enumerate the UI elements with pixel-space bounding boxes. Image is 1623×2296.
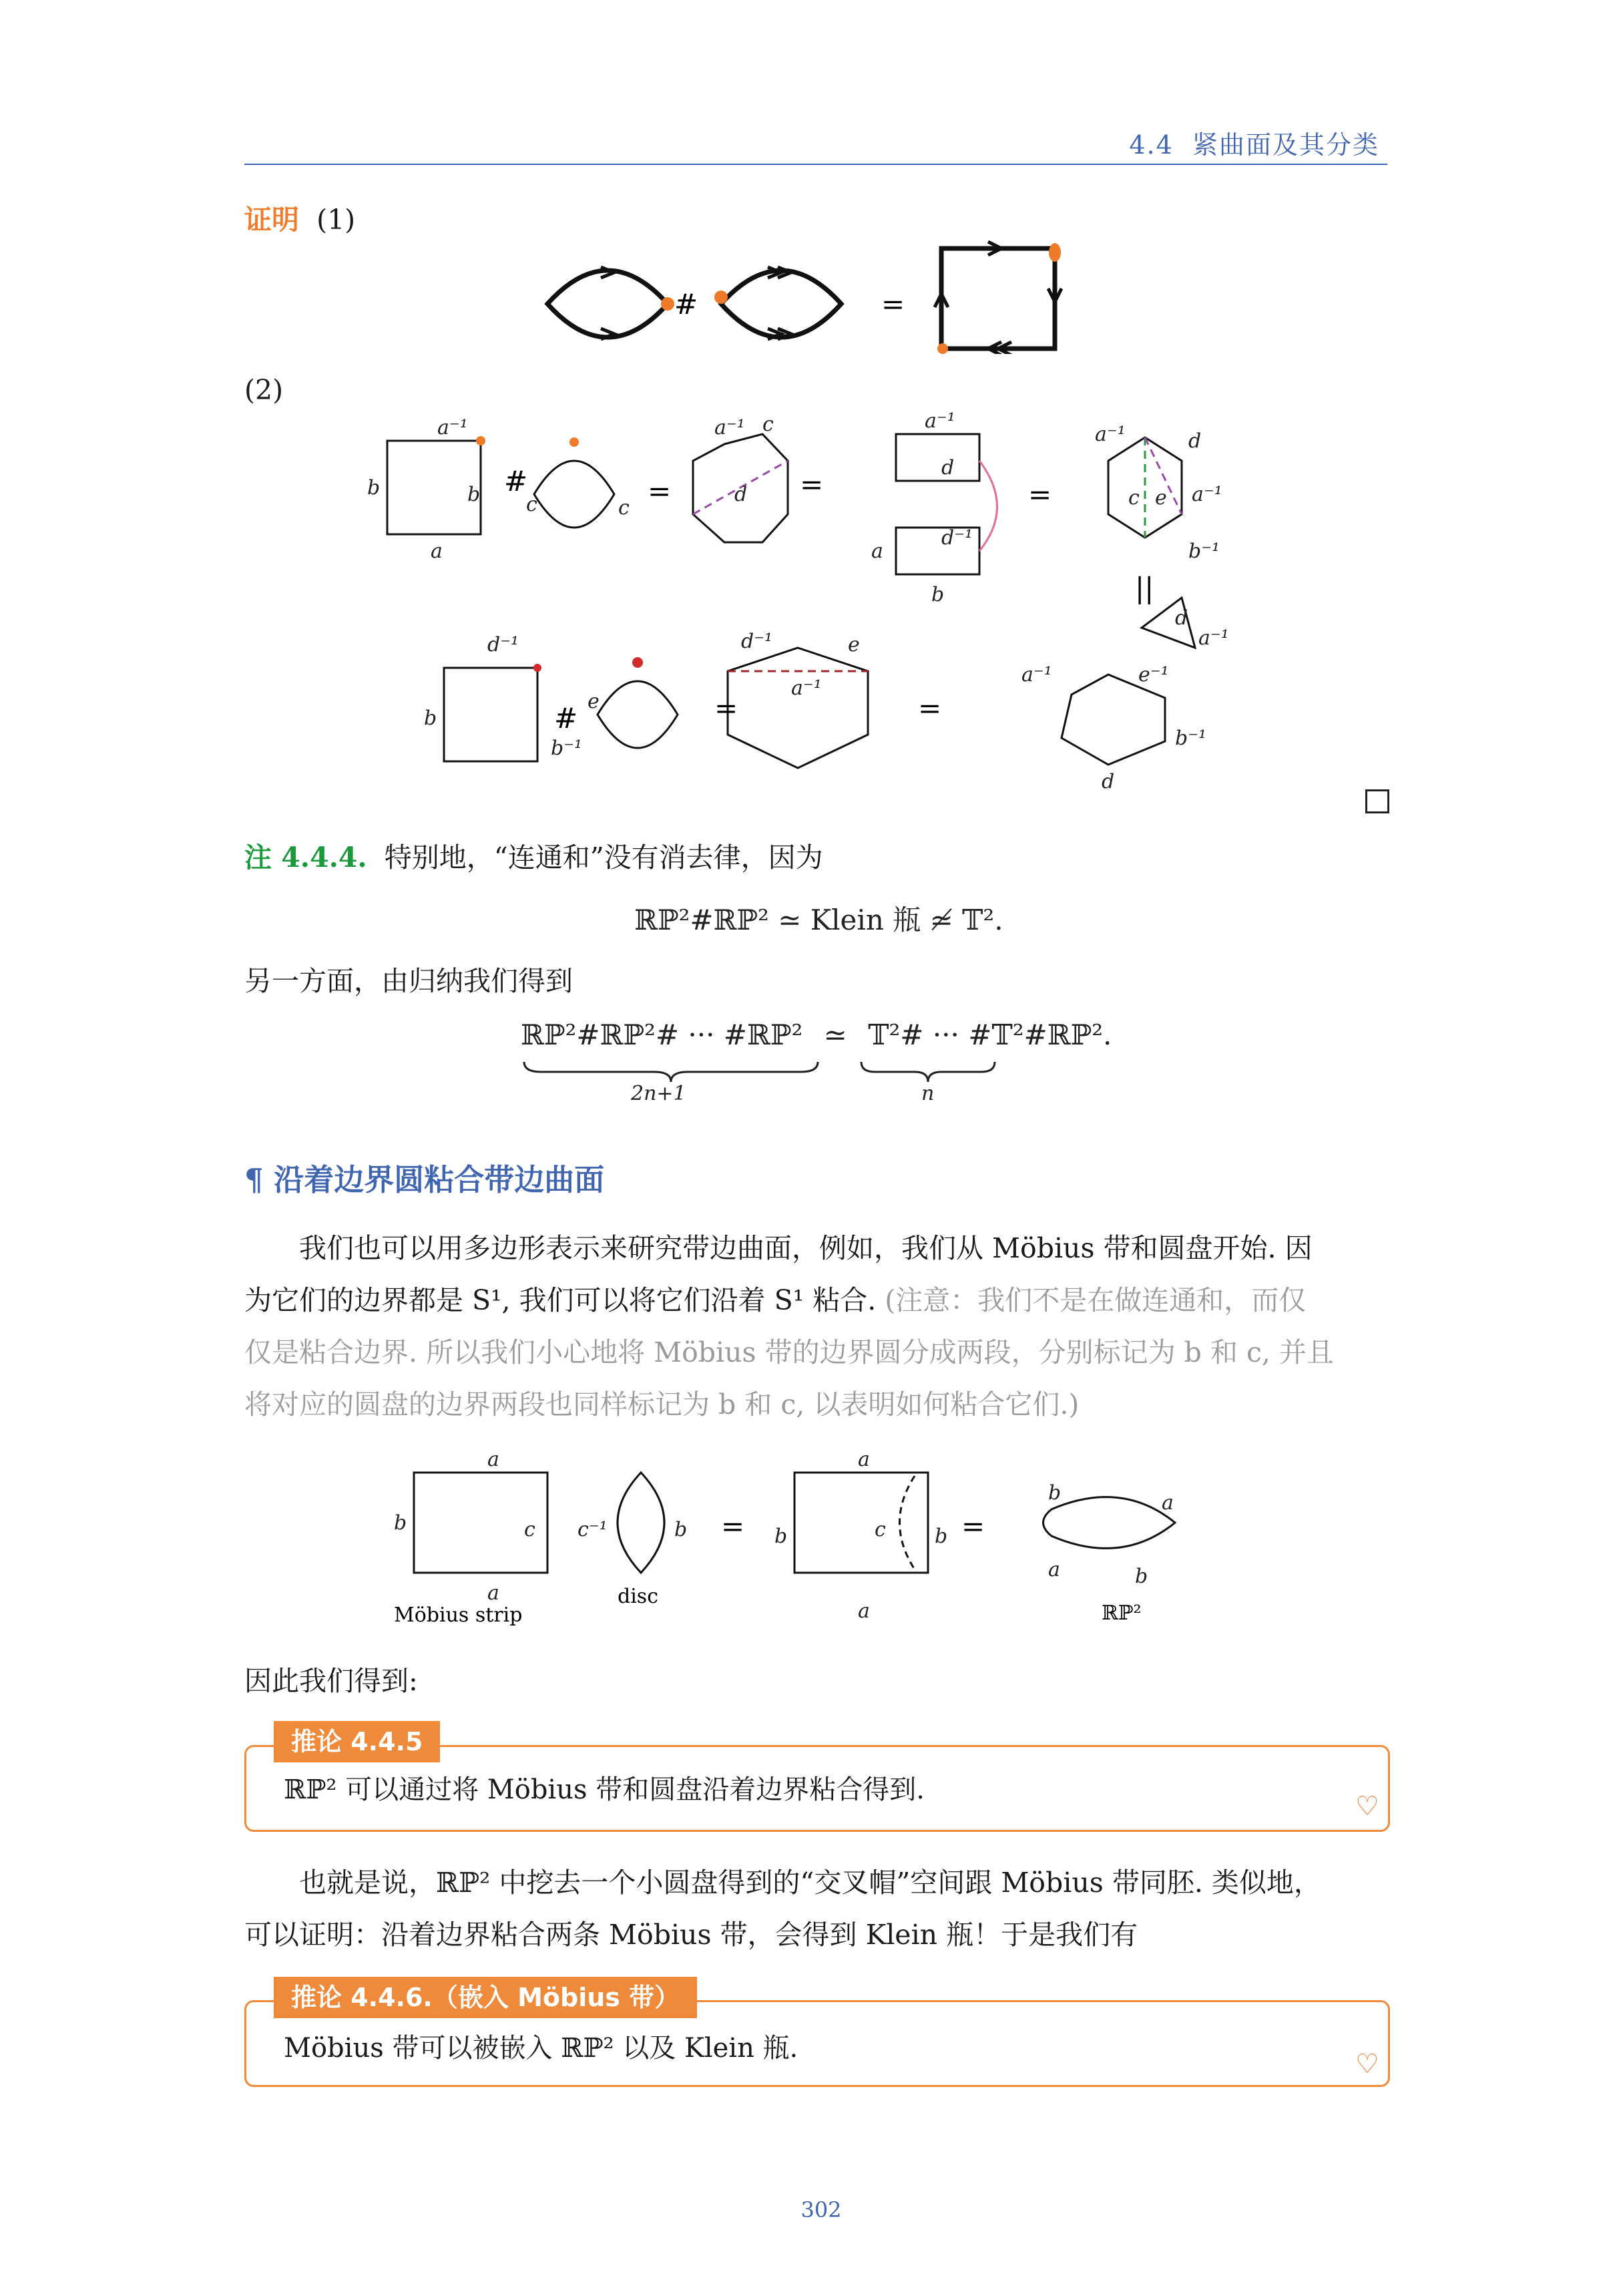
fig3-label-b-1: b [394,1511,407,1535]
brace-left [524,1062,818,1082]
fig2-dot-1 [476,436,485,445]
fig2-label-d-5: d [1102,770,1115,793]
fig3-label-a-bottom: a [487,1581,499,1605]
fig2-label-a-inv-6: a⁻¹ [791,677,822,700]
formula2-left: ℝℙ²#ℝℙ²# ··· #ℝℙ² [521,1018,803,1051]
para3-line1: 也就是说，ℝℙ² 中挖去一个小圆盘得到的“交叉帽”空间跟 Möbius 带同胚. 类似地， [299,1867,1321,1899]
qed-box [1365,789,1389,813]
fig2-label-a-inv-2: a⁻¹ [714,416,745,439]
proof-part2: (2) [244,374,284,406]
note-line [244,831,823,884]
fig1-basepoint-3 [1049,243,1061,262]
fig2-label-b-3: b [931,583,945,606]
fig1-equals: = [881,288,905,321]
fig3-dashed-arc [900,1476,915,1569]
fig2-vparallel: || [1135,572,1154,604]
note-text: 特别地，“连通和”没有消去律，因为 [384,841,823,874]
para1-line1: 我们也可以用多边形表示来研究带边曲面，例如，我们从 Möbius 带和圆盘开始. 因 [299,1232,1313,1264]
fig2-equals-1: = [648,475,672,508]
fig2-label-b-inv-1: b⁻¹ [1188,540,1220,563]
fig2-label-d-inv-1: d⁻¹ [941,526,973,550]
formula2-braces [521,1059,1028,1085]
corollary-4-4-5-body: ℝℙ² 可以通过将 Möbius 带和圆盘沿着边界粘合得到. [284,1774,925,1805]
fig2-label-b-1: b [367,476,381,500]
fig1-basepoint-4 [937,343,948,354]
fig3-rp2-caption: ℝℙ² [1102,1601,1142,1625]
corollary-4-4-6-body: Möbius 带可以被嵌入 ℝℙ² 以及 Klein 瓶. [284,2033,798,2064]
fig1-lens-left [547,270,668,337]
page-number: 302 [800,2197,842,2223]
fig2-rect-top [896,434,979,481]
fig2-label-a-1: a [431,540,443,563]
fig3-rp2-lens [1044,1497,1176,1549]
fig2-label-a-inv-4: a⁻¹ [1095,423,1126,446]
fig2-label-d-1: d [734,483,748,506]
fig2-hash-1: # [504,465,528,498]
fig2-dot-3 [533,664,541,672]
header-title: 紧曲面及其分类 [1192,130,1379,160]
note-label: 注 4.4.4. [244,841,367,874]
corollary-4-4-5-heart-icon: ♡ [1355,1791,1379,1822]
section-heading: ¶ 沿着边界圆粘合带边曲面 [244,1162,605,1197]
fig1-square [941,248,1055,349]
para1-line4: 将对应的圆盘的边界两段也同样标记为 b 和 c, 以表明如何粘合它们.) [244,1388,1080,1420]
fig2-label-e-3: e [848,633,860,656]
formula2-right: 𝕋²# ··· #𝕋² [868,1018,1024,1051]
paragraph-1 [244,1222,1393,1430]
fig3-label-b-3: b [774,1525,788,1548]
fig2-lens-2 [598,681,678,748]
fig2-label-b-inv-2: b⁻¹ [551,737,583,760]
fig1-basepoint-1 [661,297,674,311]
fig2-pink-curve [979,461,997,551]
note-formula-2 [521,1018,1112,1051]
fig2-label-c-4: c [1128,486,1140,510]
fig3-label-b-5: b [1048,1481,1062,1505]
fig2-label-b-2: b [467,483,481,506]
brace-label-1: 2n+1 [631,1082,686,1105]
fig2-label-e-2: e [588,690,600,713]
fig3-equals-1: = [721,1510,745,1543]
fig3-label-a-4: a [1162,1491,1174,1515]
fig3-label-a-top: a [487,1448,499,1471]
corollary-4-4-6-heart-icon: ♡ [1355,2049,1379,2080]
fig2-square-2 [444,668,537,761]
fig3-label-a-2: a [858,1448,870,1471]
fig2-equals-5: = [918,692,942,725]
proof-label: 证明 [244,204,299,236]
para1-line3: 仅是粘合边界. 所以我们小心地将 Möbius 带的边界圆分成两段，分别标记为 b 和 c, 并且 [244,1336,1334,1368]
fig2-label-e-inv: e⁻¹ [1138,663,1169,687]
figure-2-polygon-reduction [354,394,1289,808]
corollary-4-4-5-tag: 推论 4.4.5 [274,1721,440,1762]
fig2-label-d-4: d [1175,606,1188,630]
fig2-dot-4 [632,657,643,668]
fig3-disc [618,1473,664,1573]
note-formula-1: ℝℙ²#ℝℙ² ≃ Klein 瓶 ≄ 𝕋². [634,904,1003,936]
fig3-label-c-1: c [524,1518,535,1541]
fig2-label-c-3: c [762,413,774,436]
proof-heading [244,194,355,246]
fig2-equals-2: = [800,468,824,501]
para3-line2: 可以证明：沿着边界粘合两条 Möbius 带，会得到 Klein 瓶！于是我们有 [244,1919,1138,1951]
fig2-label-b-inv-3: b⁻¹ [1175,727,1207,750]
fig3-equals-2: = [961,1510,985,1543]
para1-line2b: (注意：我们不是在做连通和，而仅 [876,1284,1307,1316]
fig3-disc-caption: disc [618,1585,658,1608]
fig2-label-b-4: b [424,707,437,730]
fig2-label-a-2: a [871,540,883,563]
fig2-equals-4: = [714,692,738,725]
brace-right [861,1062,995,1082]
figure-1-connected-sum [534,240,1082,354]
para1-line2a: 为它们的边界都是 S¹, 我们可以将它们沿着 S¹ 粘合. [244,1284,877,1316]
proof-part1: (1) [316,204,356,236]
header-section-number: 4.4 [1129,130,1174,160]
fig3-label-c-inv: c⁻¹ [577,1518,608,1541]
fig2-label-c-2: c [618,496,630,520]
header-rule [244,164,1387,165]
fig2-label-a-inv-7: a⁻¹ [1021,663,1052,687]
fig2-label-a-inv-5: a⁻¹ [1192,483,1222,506]
note-text-2: 另一方面，由归纳我们得到 [244,965,573,997]
fig3-label-a-3: a [858,1599,870,1623]
brace-label-2: n [921,1082,935,1105]
fig2-hash-2: # [554,702,578,735]
fig2-dot-2 [569,437,579,447]
fig2-square-1 [387,441,481,534]
formula2-mid: ≃ [823,1018,847,1051]
fig2-label-a-inv-1: a⁻¹ [437,416,468,439]
fig3-mobius-caption: Möbius strip [394,1603,523,1627]
fig2-label-d-inv-2: d⁻¹ [487,633,519,656]
fig2-lens-1 [534,461,614,528]
fig2-hexagon-2 [728,648,868,768]
formula2-tail: #ℝℙ². [1023,1018,1112,1051]
figure-3-mobius-disc [374,1443,1215,1630]
fig2-label-e-1: e [1155,486,1167,510]
fig3-label-b-4: b [935,1525,948,1548]
fig2-label-d-3: d [1188,429,1202,453]
fig3-label-b-2: b [674,1518,688,1541]
fig3-label-c-2: c [875,1518,886,1541]
fig1-lens-right [721,270,841,337]
corollary-4-4-6-tag: 推论 4.4.6.（嵌入 Möbius 带） [274,1977,697,2018]
paragraph-2: 因此我们得到: [244,1665,418,1697]
fig2-label-c-1: c [526,493,537,516]
fig3-label-a-5: a [1048,1558,1060,1581]
paragraph-3 [244,1857,1393,1961]
fig3-label-b-6: b [1135,1565,1148,1588]
fig1-basepoint-2 [714,291,728,304]
fig2-pentagon [1062,675,1165,765]
para1-line2 [244,1274,1393,1326]
fig2-equals-3: = [1028,478,1052,511]
running-header [244,124,1379,161]
fig2-label-d-inv-3: d⁻¹ [741,630,773,653]
fig1-hash: # [674,288,698,321]
fig2-label-a-inv-8: a⁻¹ [1198,626,1229,650]
fig2-label-d-2: d [941,456,955,480]
fig2-label-a-inv-3: a⁻¹ [925,409,955,433]
